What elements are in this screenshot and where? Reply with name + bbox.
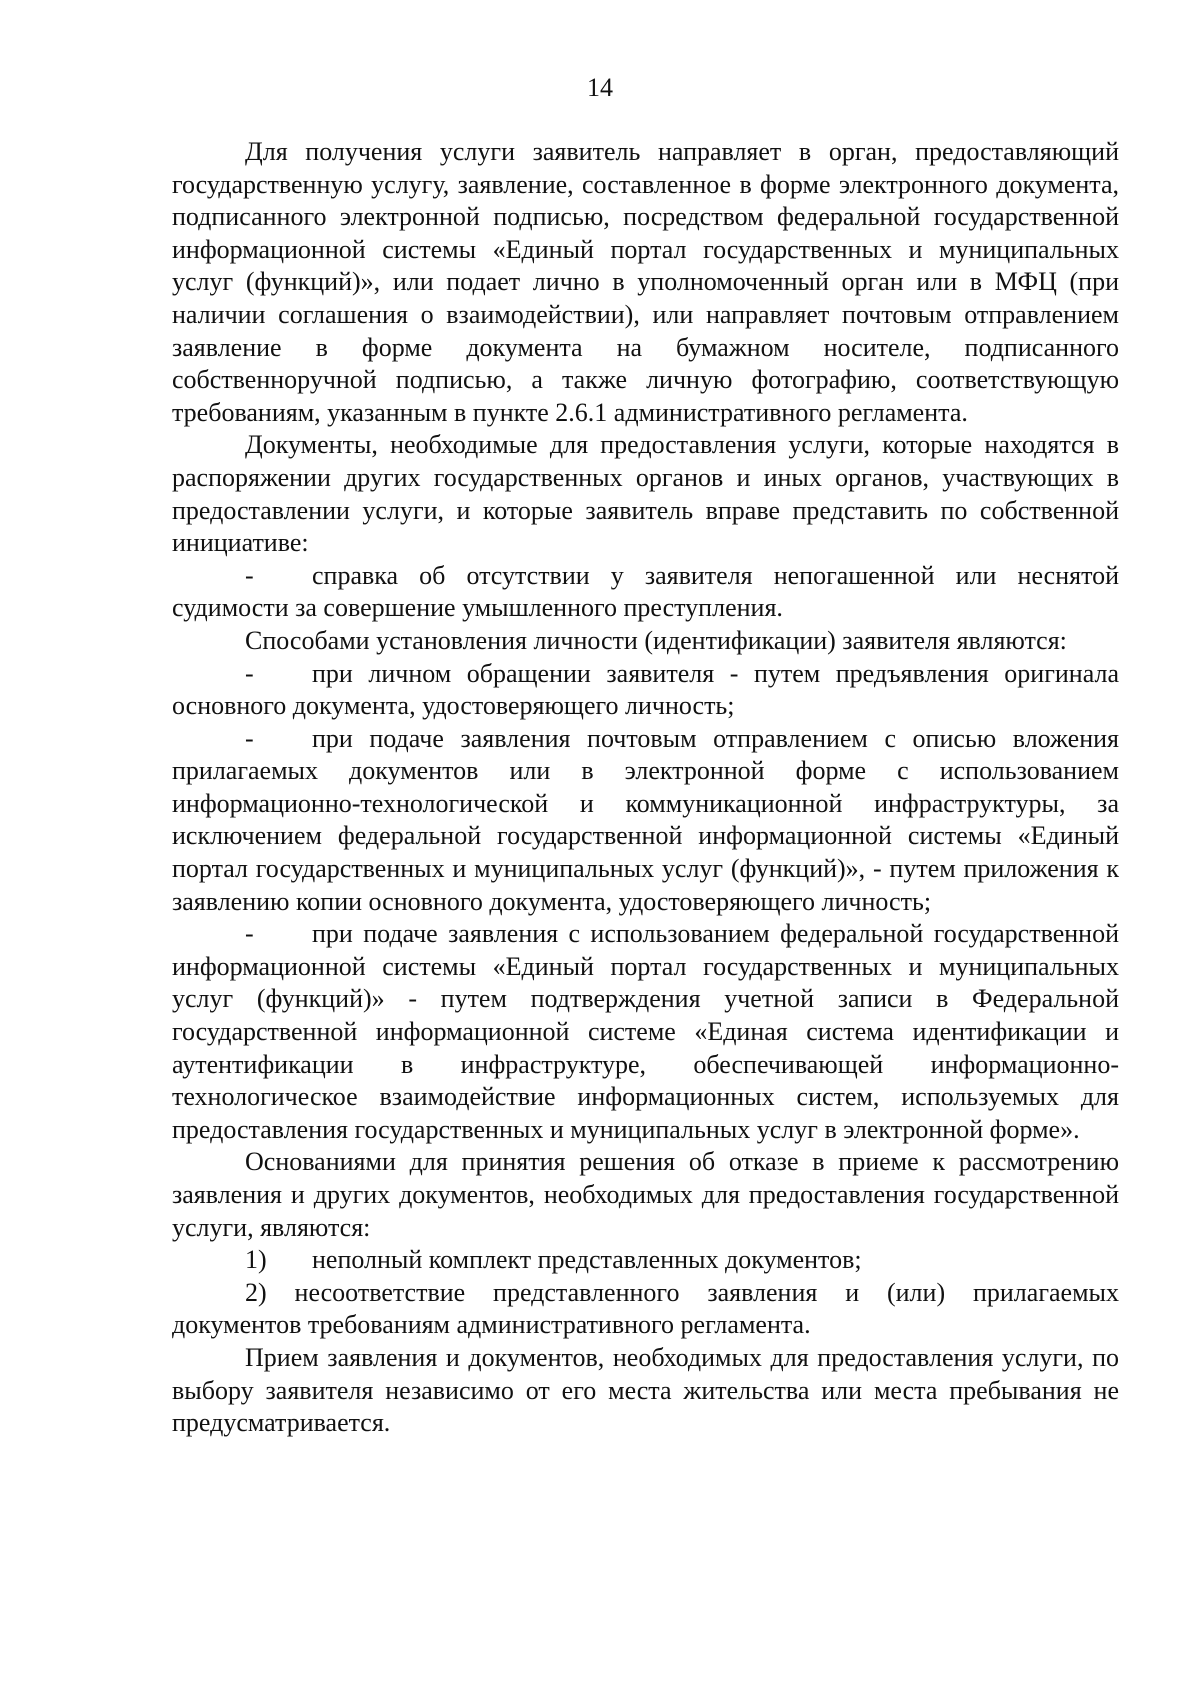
paragraph-application-submission: Для получения услуги заявитель направляет в орган, предоставляющий государственную услугу, заявление, составленное в форме электронного документа, подписанного электронной подписью, посредством федеральной государственной информационной системы «Единый портал государственных и муниципальных услуг (функций)», или подает лично в уполномоченный орган или в МФЦ (при наличии соглашения о взаимодействии), или направляет почтовым отправлением заявление в форме документа на бумажном носителе, подписанного собственноручной подписью, а также личную фотографию, соответствующую требованиям, указанным в пункте 2.6.1 административного регламента.	[172, 137, 1119, 427]
list-marker: -	[245, 723, 254, 753]
list-marker: -	[245, 919, 254, 949]
list-item-text: справка об отсутствии у заявителя непогашенной или неснятой судимости за совершение умышленного преступления.	[172, 560, 1119, 623]
list-marker: -	[245, 560, 254, 590]
paragraph-extraterritorial: Прием заявления и документов, необходимых для предоставления услуги, по выбору заявителя независимо от его места жительства или места пребывания не предусматривается.	[172, 1342, 1119, 1438]
list-item-incomplete-set	[172, 1244, 1119, 1277]
list-item-unified-portal	[172, 918, 1119, 1146]
list-item-criminal-record-certificate	[172, 560, 1119, 625]
paragraph-identification-methods: Способами установления личности (идентификации) заявителя являются:	[245, 625, 1067, 655]
list-item-text: при подаче заявления с использованием федеральной государственной информационной системы «Единый портал государственных и муниципальных услуг (функций)» - путем подтверждения учетной записи в Федеральной государственной информационной системе «Единая система идентификации и аутентификации в инфраструктуре, обеспечивающей информационно-технологическое взаимодействие информационных систем, используемых для предоставления государственных и муниципальных услуг в электронной форме».	[172, 919, 1119, 1144]
paragraph-required-documents: Документы, необходимые для предоставления услуги, которые находятся в распоряжении других государственных органов и иных органов, участвующих в предоставлении услуги, и которые заявитель вправе представить по собственной инициативе:	[172, 430, 1119, 558]
list-item-text: при подаче заявления почтовым отправлением с описью вложения прилагаемых документов или в электронной форме с использованием информационно-технологической и коммуникационной инфраструктуры, за исключением федеральной государственной информационной системы «Единый портал государственных и муниципальных услуг (функций)», - путем приложения к заявлению копии основного документа, удостоверяющего личность;	[172, 723, 1119, 916]
list-item-text: при личном обращении заявителя - путем предъявления оригинала основного документа, удостоверяющего личность;	[172, 658, 1119, 721]
list-marker: -	[245, 658, 254, 688]
list-item-text: неполный комплект представленных документов;	[312, 1245, 862, 1275]
list-item-postal-or-electronic	[172, 723, 1119, 919]
paragraph-refusal-grounds: Основаниями для принятия решения об отказе в приеме к рассмотрению заявления и других документов, необходимых для предоставления государственной услуги, являются:	[172, 1147, 1119, 1242]
list-marker: 1)	[245, 1245, 267, 1275]
list-item-personal-visit	[172, 658, 1119, 723]
list-item-noncompliance: 2) несоответствие представленного заявления и (или) прилагаемых документов требованиям административного регламента.	[172, 1277, 1119, 1340]
page-number: 14	[587, 73, 613, 102]
document-body	[172, 136, 1119, 1440]
